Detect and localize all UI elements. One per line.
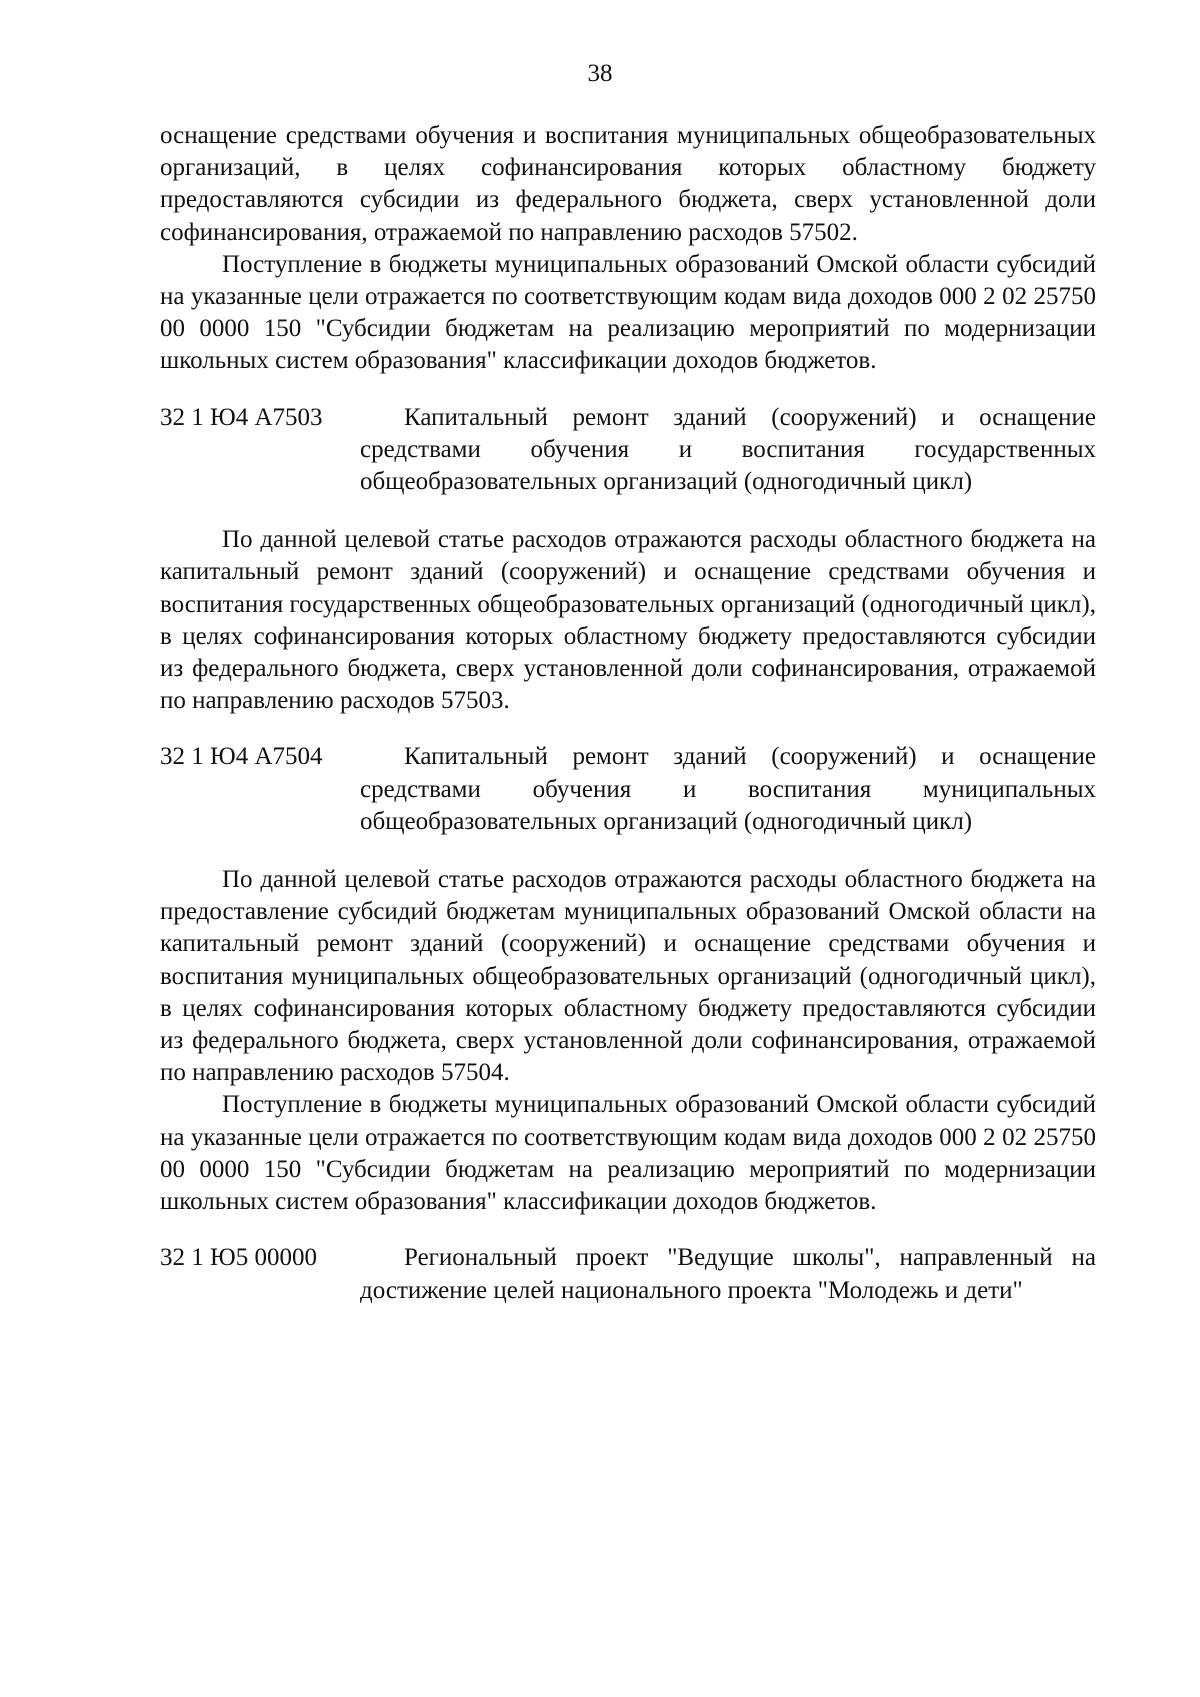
article-heading-yu5: [160, 1242, 1096, 1306]
page-number: 38: [587, 60, 613, 87]
article-title: Капитальный ремонт зданий (сооружений) и оснащение средствами обучения и воспитания муниципальных общеобразовательных организаций (одногодичный цикл): [360, 743, 1096, 835]
article-code: 32 1 Ю4 А7503: [160, 403, 323, 431]
document-body: [160, 120, 1096, 1333]
article-title: Капитальный ремонт зданий (сооружений) и оснащение средствами обучения и воспитания государственных общеобразовательных организаций (одногодичный цикл): [360, 403, 1096, 496]
paragraph-continuation: оснащение средствами обучения и воспитания муниципальных общеобразовательных организаций, в целях софинансирования которых областному бюджету предоставляются субсидии из федерального бюджета, сверх установленной доли софинансирования, отражаемой по направлению расходов 57502.: [160, 122, 1096, 246]
paragraph-income-note-2: Поступление в бюджеты муниципальных образований Омской области субсидий на указанные цели отражается по соответствующим кодам вида доходов 000 2 02 25750 00 0000 150 "Субсидии бюджетам на реализацию мероприятий по модернизации школьных систем образования" классификации доходов бюджетов.: [160, 1091, 1096, 1216]
paragraph-a7503-description: По данной целевой статье расходов отражаются расходы областного бюджета на капитальный ремонт зданий (сооружений) и оснащение средствами обучения и воспитания государственных общеобразовательных организаций (одногодичный цикл), в целях софинансирования которых областному бюджету предоставляются субсидии из федерального бюджета, сверх установленной доли софинансирования, отражаемой по направлению расходов 57503.: [160, 526, 1096, 715]
article-heading-a7504: [160, 741, 1096, 838]
paragraph-a7504-description: По данной целевой статье расходов отражаются расходы областного бюджета на предоставление субсидий бюджетам муниципальных образований Омской области на капитальный ремонт зданий (сооружений) и оснащение средствами обучения и воспитания муниципальных общеобразовательных организаций (одногодичный цикл), в целях софинансирования которых областному бюджету предоставляются субсидии из федерального бюджета, сверх установленной доли софинансирования, отражаемой по направлению расходов 57504.: [160, 866, 1096, 1087]
paragraph-income-note-1: Поступление в бюджеты муниципальных образований Омской области субсидий на указанные цели отражается по соответствующим кодам вида доходов 000 2 02 25750 00 0000 150 "Субсидии бюджетам на реализацию мероприятий по модернизации школьных систем образования" классификации доходов бюджетов.: [160, 250, 1096, 375]
article-code: 32 1 Ю5 00000: [160, 1244, 317, 1272]
article-title: Региональный проект "Ведущие школы", направленный на достижение целей национального проекта "Молодежь и дети": [360, 1244, 1096, 1304]
article-code: 32 1 Ю4 А7504: [160, 743, 323, 771]
article-heading-a7503: [160, 402, 1096, 499]
